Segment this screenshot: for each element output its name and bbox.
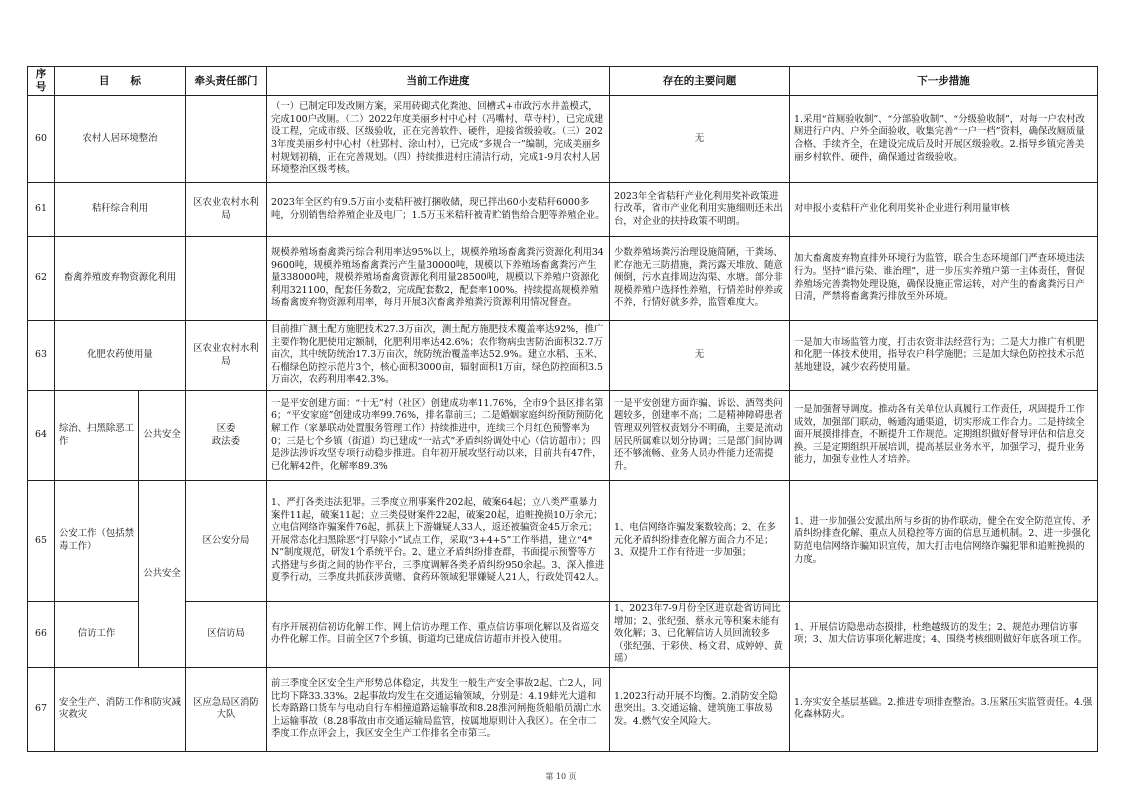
row-seq: 65 — [28, 481, 55, 602]
row-goal: 信访工作 — [55, 602, 139, 668]
header-goal: 目 标 — [55, 67, 186, 96]
row-seq: 62 — [28, 237, 55, 321]
header-next: 下一步措施 — [790, 67, 1098, 96]
row-progress: 一是平安创建方面：“十无”村（社区）创建成功率11.76%，全市9个县区排名第6；“平安家庭”创建成功率99.76%，排名靠前三；二是婚姻家庭纠纷预防预防化解工作（家暴联动处置服务管理工作）持续推进中，连续三个月红色预警率为0；三是七个乡镇（街道）均已建成“一站式”矛盾纠纷调处中心（信访超市）；四是涉法涉诉攻坚专项行动稳步推进。自年初开展攻坚行动以来，目前共有47件，已化解42件，化解率89.3% — [267, 391, 610, 481]
row-next: 对申报小麦秸秆产业化利用奖补企业进行利用量审核 — [790, 183, 1098, 237]
row-progress: 规模养殖场畜禽粪污综合利用率达95%以上，规模养殖场畜禽粪污资源化利用349600吨，规模养殖场畜禽粪污产生量30000吨，规模以下养殖场畜禽粪污产生量338000吨，规模养殖场畜禽资源化利用量28500吨，规模以下养殖户资源化利用321100，配套任务数2，完成配套数2，配套率100%。持续提高规模养殖场畜禽废弃物资源利用率，每月开展3次畜禽养殖粪污资源利用情况督查。 — [267, 237, 610, 321]
row-problems: 少数养殖场粪污治理设施简陋，干粪场、贮存池无三防措施，粪污露天堆放、随意倾倒，污水直排周边沟渠、水塘。部分非规模养殖户选择性养殖，行情差时停养或不养，行情好就多养，监管难度大。 — [610, 237, 790, 321]
row-problems: 1、2023年7-9月份全区进京赴省访同比增加；2、张纪强、蔡永元等积案未能有效化解；3、已化解信访人员回流较多（张纪强、于彩侠、杨文君、成婷婷、黄瑶） — [610, 602, 790, 668]
row-seq: 67 — [28, 667, 55, 751]
row-dept-empty — [186, 96, 267, 183]
row-problems: 一是平安创建方面诈骗、诉讼、酒驾类问题较多，创建率不高；二是精神障碍患者管理双列管权责划分不明确，主要是流动居民所属难以划分协调；三是部门间协调还不够流畅、业务人员办件能力还需提升。 — [610, 391, 790, 481]
row-problems: 1、电信网络诈骗发案数较高；2、在多元化矛盾纠纷排查化解方面合力不足；3、双提升工作有待进一步加强； — [610, 481, 790, 602]
header-progress: 当前工作进度 — [267, 67, 610, 96]
row-problems: 2023年全省秸秆产业化利用奖补政策进行改革，省市产业化利用实施细则还未出台，对企业的扶持政策不明朗。 — [610, 183, 790, 237]
row-seq: 60 — [28, 96, 55, 183]
work-progress-table — [27, 66, 1098, 752]
row-next: 1、开展信访隐患动态摸排，杜绝越级访的发生；2、规范办理信访事项；3、加大信访事项化解进度；4、围绕考核细则做好年底各项工作。 — [790, 602, 1098, 668]
row-goal: 安全生产、消防工作和防灾减灾救灾 — [55, 667, 186, 751]
table-row — [28, 602, 1098, 668]
page-number: 第 10 页 — [545, 772, 577, 781]
row-progress: 前三季度全区安全生产形势总体稳定，共发生一般生产安全事故2起、亡2人，同比均下降33.33%。2起事故均发生在交通运输领域，分别是：4.19蚌光大道和长寿路路口货车与电动自行车相撞道路运输事故和8.28淮河闸拖货船船员溺亡水上运输事故（8.28事故由市交通运输局监管，按属地原则计入我区）。在全市二季度工作点评会上，我区安全生产工作排名全市第三。 — [267, 667, 610, 751]
row-seq: 61 — [28, 183, 55, 237]
header-seq: 序号 — [28, 67, 55, 96]
row-next: 1.采用“首厕验收制”、“分部验收制”、“分级验收制”，对每一户农村改厕进行户内、户外全面验收，收集完善“一户一档”资料，确保改厕质量合格、手续齐全，在建设完成后及时开展区级验收。2.指导乡镇完善美丽乡村软件、硬件，确保通过省级验收。 — [790, 96, 1098, 183]
row-goal: 综治、扫黑除恶工作 — [55, 391, 139, 481]
row-goal-group: 公共安全 — [139, 481, 186, 668]
row-dept: 区公安分局 — [186, 481, 267, 602]
row-problems: 1.2023行动开展不均衡。2.消防安全隐患突出。3.交通运输、建筑施工事故易发。4.燃气安全风险大。 — [610, 667, 790, 751]
row-dept: 区农业农村水利局 — [186, 321, 267, 391]
row-goal: 化肥农药使用量 — [55, 321, 186, 391]
table-row — [28, 481, 1098, 602]
row-problems: 无 — [610, 321, 790, 391]
row-problems: 无 — [610, 96, 790, 183]
row-progress: 2023年全区约有9.5万亩小麦秸秆被打捆收储，现已拌出60小麦秸秆6000多吨，分别销售给养殖企业及电厂；1.5万玉米秸秆被青贮销售给合肥等养殖企业。 — [267, 183, 610, 237]
header-problems: 存在的主要问题 — [610, 67, 790, 96]
row-next: 一是加大市场监管力度，打击农资非法经营行为；二是大力推广有机肥和化肥一体技术使用，指导农户科学施肥；三是加大绿色防控技术示范基地建设，减少农药使用量。 — [790, 321, 1098, 391]
row-next: 一是加强督导调度。推动各有关单位认真履行工作责任，巩固提升工作成效，加强部门联动，畅通沟通渠道，切实形成工作合力。二是持续全面开展摸排排查，不断提升工作规范。定期组织做好督导评估和信息交换。三是定期组织开展培训，提高基层业务水平，加强学习，提升业务能力，加强专业性人才培养。 — [790, 391, 1098, 481]
row-goal: 畜禽养殖废弃物资源化利用 — [55, 237, 186, 321]
row-goal: 公安工作（包括禁毒工作） — [55, 481, 139, 602]
header-dept: 牵头责任部门 — [186, 67, 267, 96]
row-next: 加大畜禽废弃物直排外环境行为监管，联合生态环境部门严查环境违法行为。坚持“谁污染、谁治理”，进一步压实养殖户第一主体责任，督促养殖场完善粪物处理设施，确保设施正常运转，对产生的畜禽粪污日产日清，严禁将畜禽粪污排放至外环境。 — [790, 237, 1098, 321]
row-dept: 区应急局区消防大队 — [186, 667, 267, 751]
row-seq: 66 — [28, 602, 55, 668]
row-next: 1、进一步加强公安派出所与乡街的协作联动，健全在安全防范宣传、矛盾纠纷排查化解、重点人员稳控等方面的信息互通机制。2、进一步强化防范电信网络诈骗知识宣传，加大打击电信网络诈骗犯罪和追赃挽损的力度。 — [790, 481, 1098, 602]
row-progress: （一）已制定印发改厕方案，采用砖砌式化粪池、回槽式+市政污水井盖模式，完成100户改厕。（二）2022年度美丽乡村中心村（冯嘴村、草寺村），已完成建设工程，完成市级、区级验收，正在完善软件、硬件，迎接省级验收。（三）2023年度美丽乡村中心村（杜郢村、涂山村），已完成“多规合一”编制，完成美丽乡村规划初稿，正在完善规划。（四）持续推进村庄清洁行动，完成1-9月农村人居环境整治区级考核。 — [267, 96, 610, 183]
table-row — [28, 237, 1098, 321]
row-seq: 64 — [28, 391, 55, 481]
row-dept: 区委 政法委 — [186, 391, 267, 481]
row-goal-group: 公共安全 — [139, 391, 186, 481]
row-goal: 秸秆综合利用 — [55, 183, 186, 237]
row-dept: 区信访局 — [186, 602, 267, 668]
table-row — [28, 321, 1098, 391]
table-row — [28, 391, 1098, 481]
row-dept-empty — [186, 237, 267, 321]
table-row — [28, 667, 1098, 751]
row-next: 1.夯实安全基层基础。2.推进专项排查整治。3.压紧压实监管责任。4.强化森林防火。 — [790, 667, 1098, 751]
table-row — [28, 96, 1098, 183]
header-row — [28, 67, 1098, 96]
row-progress: 有序开展初信初访化解工作、网上信访办理工作、重点信访事项化解以及省巡交办件化解工作。目前全区7个乡镇、街道均已建成信访超市并投入使用。 — [267, 602, 610, 668]
row-progress: 1、严打各类违法犯罪。三季度立刑事案件202起，破案64起；立八类严重暴力案件11起，破案11起；立三类侵财案件22起，破案20起，追赃挽损10万余元；立电信网络诈骗案件76起，抓获上下游嫌疑人33人，返还被骗资金45万余元；开展常态化扫黑除恶“打早除小”试点工作，采取“3+4+5”工作举措，建立“4*N”制度规范，研发1个系统平台。2、建立矛盾纠纷排查群，书面提示预警等方式搭建与乡街之间的协作平台，三季度调解各类矛盾纠纷950余起。3、深入推进夏季行动，三季度共抓获涉黄赌、食药环领域犯罪嫌疑人21人，行政处罚42人。 — [267, 481, 610, 602]
row-progress: 目前推广测土配方施肥技术27.3万亩次，测土配方施肥技术覆盖率达92%，推广主要作物化肥使用定额制，化肥利用率达42.6%；农作物病虫害防治面积32.7万亩次，其中统防统治17.3万亩次，统防统治覆盖率达52.9%。建立水稻、玉米、石榴绿色防控示范片3个，核心面积3000亩，辐射面积1万亩，绿色防控面积3.5万亩次，农药利用率42.3%。 — [267, 321, 610, 391]
table-row — [28, 183, 1098, 237]
row-dept: 区农业农村水利局 — [186, 183, 267, 237]
row-seq: 63 — [28, 321, 55, 391]
row-goal: 农村人居环境整治 — [55, 96, 186, 183]
